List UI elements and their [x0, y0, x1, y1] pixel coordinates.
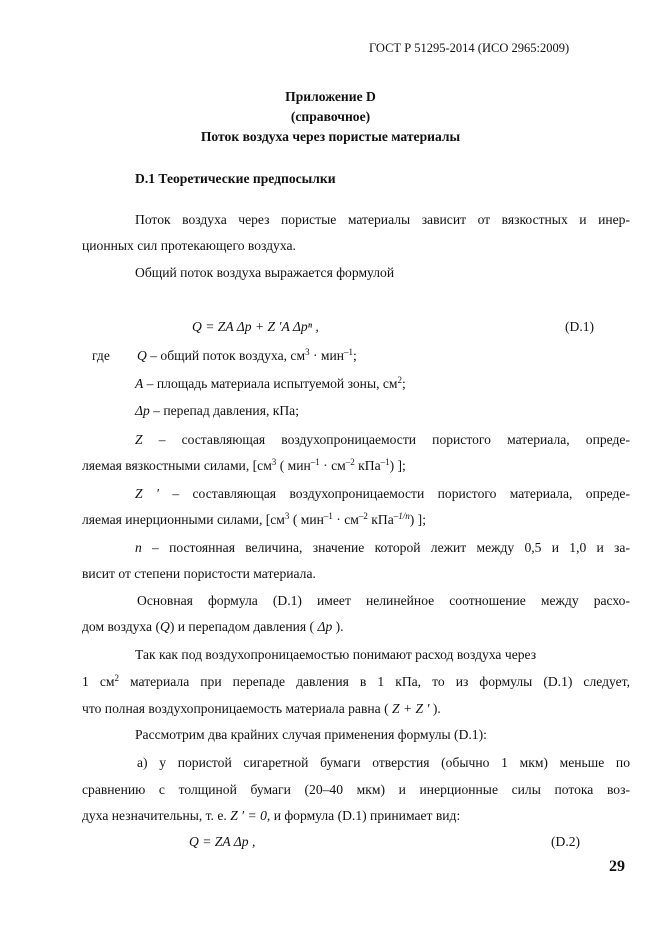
paragraph-text: ).: [429, 701, 441, 716]
paragraph-1-line-2: ционных сил протекающего воздуха.: [82, 238, 296, 253]
exponent: –2: [345, 457, 355, 467]
exponent: –1: [344, 347, 354, 357]
document-header: ГОСТ Р 51295-2014 (ИСО 2965:2009): [369, 41, 570, 55]
def-text: ;: [402, 376, 406, 391]
def-text: ляемая вязкостными силами, [см: [82, 458, 272, 473]
paragraph-5: Рассмотрим два крайних случая применения формулы (D.1):: [135, 727, 487, 742]
def-text: кПа: [367, 512, 394, 527]
def-text: ) ];: [409, 512, 426, 527]
def-text: ( мин: [276, 458, 311, 473]
paragraph-6-line-1: [137, 756, 630, 770]
paragraph-text: Основная формула (D.1) имеет нелинейное соотношение между расхо-: [137, 593, 630, 608]
formula-1-number: (D.1): [565, 319, 595, 334]
exponent: 2: [397, 375, 403, 385]
def-text: ) ];: [389, 458, 406, 473]
def-text: – составляющая воздухопроницаемости пористого материала, опреде-: [142, 432, 630, 447]
appendix-label: Приложение D: [285, 89, 376, 104]
paragraph-text: что полная воздухопроницаемость материала равна (: [82, 701, 393, 716]
symbol-q: Q: [137, 348, 147, 363]
exponent: –2: [358, 511, 368, 521]
paragraph-2: Общий поток воздуха выражается формулой: [135, 265, 395, 280]
paragraph-text: 1 см: [82, 674, 115, 689]
def-text: · мин: [309, 348, 345, 363]
exponent: 3: [271, 457, 277, 467]
def-text: – общий поток воздуха, см: [146, 348, 306, 363]
symbol-z: Z: [135, 432, 143, 447]
exponent: –1: [380, 457, 390, 467]
def-text: – перепад давления, кПа;: [149, 403, 299, 418]
symbol-z-prime: Z ′: [135, 486, 159, 501]
exponent: 2: [114, 673, 119, 683]
symbol-dp: Δp: [135, 403, 150, 418]
paragraph-text: а) у пористой сигаретной бумаги отверстия (обычно 1 мкм) меньше по: [137, 755, 630, 770]
def-text: ( мин: [289, 512, 324, 527]
paragraph-4-line-3: [82, 702, 441, 716]
def-text: – составляющая воздухопроницаемости пористого материала, опреде-: [158, 486, 630, 501]
paragraph-text: дом воздуха (: [82, 619, 160, 634]
definition-a: [135, 377, 406, 391]
def-text: кПа: [354, 458, 381, 473]
symbol-q: Q: [160, 619, 170, 634]
paragraph-text: ).: [332, 619, 344, 634]
appendix-kind: (справочное): [290, 109, 371, 124]
definition-q: [137, 349, 357, 363]
exponent: 3: [284, 511, 290, 521]
page-number: 29: [609, 858, 625, 875]
formula-2: Q = ZA Δp ,: [189, 834, 256, 849]
exponent: –1: [323, 511, 333, 521]
paragraph-3-line-2: [82, 620, 344, 634]
paragraph-text: сравнению с толщиной бумаги (20–40 мкм) и инерционные силы потока воз-: [82, 782, 630, 797]
def-text: · см: [332, 512, 359, 527]
paragraph-text: Поток воздуха через пористые материалы зависит от вязкостных и инер-: [135, 212, 630, 227]
exponent: –1/n: [393, 511, 410, 521]
paragraph-text: материала при перепаде давления в 1 кПа, то из формулы (D.1) следует,: [118, 674, 630, 689]
exponent: 3: [305, 347, 310, 357]
paragraph-1-line-1: [135, 213, 630, 227]
definition-z-line-2: [82, 459, 406, 473]
paragraph-6-line-2: [82, 783, 630, 797]
symbol-n: n: [135, 540, 142, 555]
expression-z-sum: Z + Z ′: [392, 701, 430, 716]
definition-dp: [135, 404, 299, 418]
paragraph-4-line-2: [82, 675, 630, 689]
def-text: · см: [319, 458, 346, 473]
paragraph-3-line-1: [137, 594, 630, 608]
definition-n-line-2: висит от степени пористости материала.: [82, 566, 316, 581]
where-label: где: [92, 348, 110, 363]
definition-z-line-1: [135, 433, 630, 447]
formula-1: Q = ZA Δp + Z ′A Δpⁿ ,: [192, 319, 319, 334]
appendix-title: Поток воздуха через пористые материалы: [200, 129, 461, 144]
def-text: ляемая инерционными силами, [см: [82, 512, 285, 527]
def-text: ;: [353, 348, 357, 363]
def-text: – постоянная величина, значение которой лежит между 0,5 и 1,0 и за-: [141, 540, 630, 555]
def-text: – площадь материала испытуемой зоны, см: [143, 376, 398, 391]
paragraph-text: ) и перепадом давления (: [169, 619, 318, 634]
expression-z-prime-zero: Z ′ = 0: [230, 808, 267, 823]
section-title: D.1 Теоретические предпосылки: [135, 171, 336, 186]
definition-z-prime-line-2: [82, 513, 426, 527]
paragraph-text: , и формула (D.1) принимает вид:: [266, 808, 461, 823]
symbol-a: A: [135, 376, 144, 391]
formula-2-number: (D.2): [551, 834, 581, 849]
definition-n-line-1: [135, 541, 630, 555]
paragraph-text: духа незначительны, т. е.: [82, 808, 231, 823]
paragraph-4-line-1: Так как под воздухопроницаемостью понимают расход воздуха через: [135, 647, 537, 662]
symbol-dp: Δp: [317, 619, 333, 634]
definition-z-prime-line-1: [135, 487, 630, 501]
exponent: –1: [310, 457, 320, 467]
paragraph-6-line-3: [82, 809, 460, 823]
